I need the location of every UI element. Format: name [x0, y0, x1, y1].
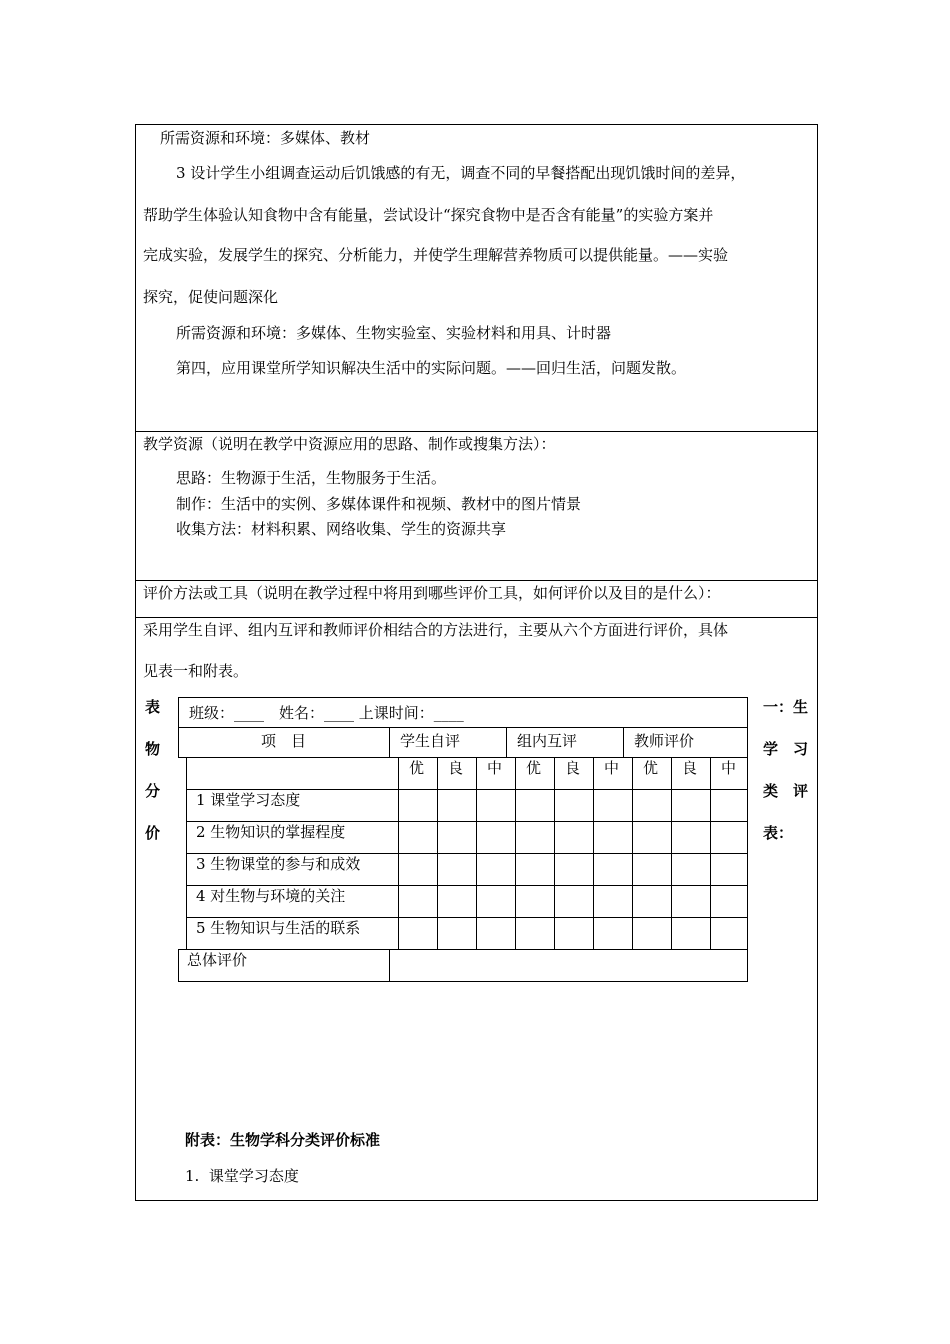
side-label-char: 一：生: [763, 698, 809, 716]
side-label-char: 表: [145, 698, 161, 716]
grade-cell: [437, 757, 477, 790]
resource-line: 思路：生物源于生活，生物服务于生活。: [176, 469, 447, 487]
table-row-label: [186, 853, 399, 886]
paragraph-line: 帮助学生体验认知食物中含有能量，尝试设计“探究食物中是否含有能量”的实验方案并: [143, 206, 714, 224]
resource-line: 所需资源和环境：多媒体、教材: [160, 129, 371, 147]
rating-cell[interactable]: [398, 885, 438, 918]
grade-label: 优: [526, 759, 542, 777]
rating-cell[interactable]: [554, 789, 594, 822]
section-divider: [136, 431, 817, 432]
resource-line: 所需资源和环境：多媒体、生物实验室、实验材料和用具、计时器: [176, 324, 612, 342]
rating-cell[interactable]: [515, 853, 555, 886]
side-label-char: 学 习: [763, 740, 809, 758]
grade-cell: [515, 757, 555, 790]
rating-cell[interactable]: [671, 789, 711, 822]
grade-cell: [476, 757, 516, 790]
section-divider: [136, 580, 817, 581]
rating-cell[interactable]: [398, 853, 438, 886]
rating-cell[interactable]: [515, 885, 555, 918]
rating-cell[interactable]: [554, 917, 594, 950]
rating-cell[interactable]: [476, 821, 516, 854]
total-label-cell: [178, 949, 390, 982]
rating-cell[interactable]: [554, 821, 594, 854]
grade-cell: [398, 757, 438, 790]
rating-cell[interactable]: [554, 853, 594, 886]
rating-cell[interactable]: [710, 885, 748, 918]
grade-label: 优: [643, 759, 659, 777]
table-row-label: [186, 917, 399, 950]
rating-cell[interactable]: [710, 789, 748, 822]
paragraph-line: 第四，应用课堂所学知识解决生活中的实际问题。——回归生活，问题发散。: [176, 359, 687, 377]
rating-cell[interactable]: [593, 789, 633, 822]
section-divider: [136, 617, 817, 618]
rating-cell[interactable]: [437, 885, 477, 918]
rating-cell[interactable]: [515, 789, 555, 822]
col-header-teacher: [623, 727, 748, 758]
rating-cell[interactable]: [437, 853, 477, 886]
rating-cell[interactable]: [398, 789, 438, 822]
rating-cell[interactable]: [632, 821, 672, 854]
rating-cell[interactable]: [437, 917, 477, 950]
total-value-cell: [389, 949, 748, 982]
rating-cell[interactable]: [515, 821, 555, 854]
side-label-char: 价: [145, 824, 161, 842]
header-info-text: 班级：____ 姓名：____ 上课时间：____: [189, 704, 464, 722]
rating-cell[interactable]: [593, 885, 633, 918]
appendix-item: 1. 课堂学习态度: [185, 1167, 299, 1185]
rating-cell[interactable]: [476, 853, 516, 886]
row-label-text: 1 课堂学习态度: [196, 791, 301, 809]
grade-cell: [710, 757, 748, 790]
rating-cell[interactable]: [710, 853, 748, 886]
table-row-label: [186, 789, 399, 822]
row-label-text: 5 生物知识与生活的联系: [196, 919, 361, 937]
paragraph-line: 探究，促使问题深化: [143, 288, 279, 306]
total-label: 总体评价: [187, 951, 248, 969]
grade-cell: [632, 757, 672, 790]
rating-cell[interactable]: [515, 917, 555, 950]
table-header-info: [178, 697, 748, 728]
side-label-char: 分: [145, 782, 161, 800]
grade-label: 中: [487, 759, 503, 777]
row-label-text: 3 生物课堂的参与和成效: [196, 855, 361, 873]
rating-cell[interactable]: [554, 885, 594, 918]
paragraph-line: 完成实验，发展学生的探究、分析能力，并使学生理解营养物质可以提供能量。——实验: [143, 246, 729, 264]
grade-label: 良: [448, 759, 464, 777]
rating-cell[interactable]: [710, 917, 748, 950]
col-header-text: 项 目: [261, 732, 307, 750]
side-label-char: 物: [145, 740, 161, 758]
row-label-text: 2 生物知识的掌握程度: [196, 823, 346, 841]
rating-cell[interactable]: [437, 821, 477, 854]
rating-cell[interactable]: [593, 821, 633, 854]
resource-line: 制作：生活中的实例、多媒体课件和视频、教材中的图片情景: [176, 495, 582, 513]
table-row-label: [186, 885, 399, 918]
rating-cell[interactable]: [476, 885, 516, 918]
row-label-text: 4 对生物与环境的关注: [196, 887, 346, 905]
col-header-text: 教师评价: [634, 732, 695, 750]
rating-cell[interactable]: [632, 885, 672, 918]
grade-cell: [593, 757, 633, 790]
rating-cell[interactable]: [593, 853, 633, 886]
col-header-self: [389, 727, 507, 758]
side-label-char: 表：: [763, 824, 794, 842]
paragraph-line: 3 设计学生小组调查运动后饥饿感的有无，调查不同的早餐搭配出现饥饿时间的差异，: [176, 164, 746, 182]
rating-cell[interactable]: [632, 853, 672, 886]
resource-line: 收集方法：材料积累、网络收集、学生的资源共享: [176, 520, 507, 538]
grade-label: 中: [604, 759, 620, 777]
rating-cell[interactable]: [632, 789, 672, 822]
section-title: 教学资源（说明在教学中资源应用的思路、制作或搜集方法）：: [143, 435, 556, 453]
table-row-label: [186, 821, 399, 854]
appendix-title: 附表：生物学科分类评价标准: [185, 1131, 381, 1149]
col-header-text: 组内互评: [517, 732, 578, 750]
rating-cell[interactable]: [476, 917, 516, 950]
grade-label: 优: [409, 759, 425, 777]
rating-cell[interactable]: [398, 917, 438, 950]
rating-cell[interactable]: [710, 821, 748, 854]
rating-cell[interactable]: [671, 917, 711, 950]
grade-row-blank: [186, 757, 399, 790]
rating-cell[interactable]: [437, 789, 477, 822]
grade-cell: [671, 757, 711, 790]
paragraph-line: 采用学生自评、组内互评和教师评价相结合的方法进行，主要从六个方面进行评价，具体: [143, 621, 729, 639]
rating-cell[interactable]: [671, 885, 711, 918]
paragraph-line: 见表一和附表。: [143, 662, 249, 680]
col-header-group: [506, 727, 624, 758]
col-header-item: [178, 727, 390, 758]
rating-cell[interactable]: [671, 853, 711, 886]
rating-cell[interactable]: [632, 917, 672, 950]
rating-cell[interactable]: [476, 789, 516, 822]
section-title: 评价方法或工具（说明在教学过程中将用到哪些评价工具，如何评价以及目的是什么）：: [143, 584, 721, 602]
col-header-text: 学生自评: [400, 732, 461, 750]
grade-label: 中: [721, 759, 737, 777]
grade-label: 良: [682, 759, 698, 777]
grade-label: 良: [565, 759, 581, 777]
rating-cell[interactable]: [398, 821, 438, 854]
side-label-char: 类 评: [763, 782, 809, 800]
grade-cell: [554, 757, 594, 790]
rating-cell[interactable]: [593, 917, 633, 950]
rating-cell[interactable]: [671, 821, 711, 854]
